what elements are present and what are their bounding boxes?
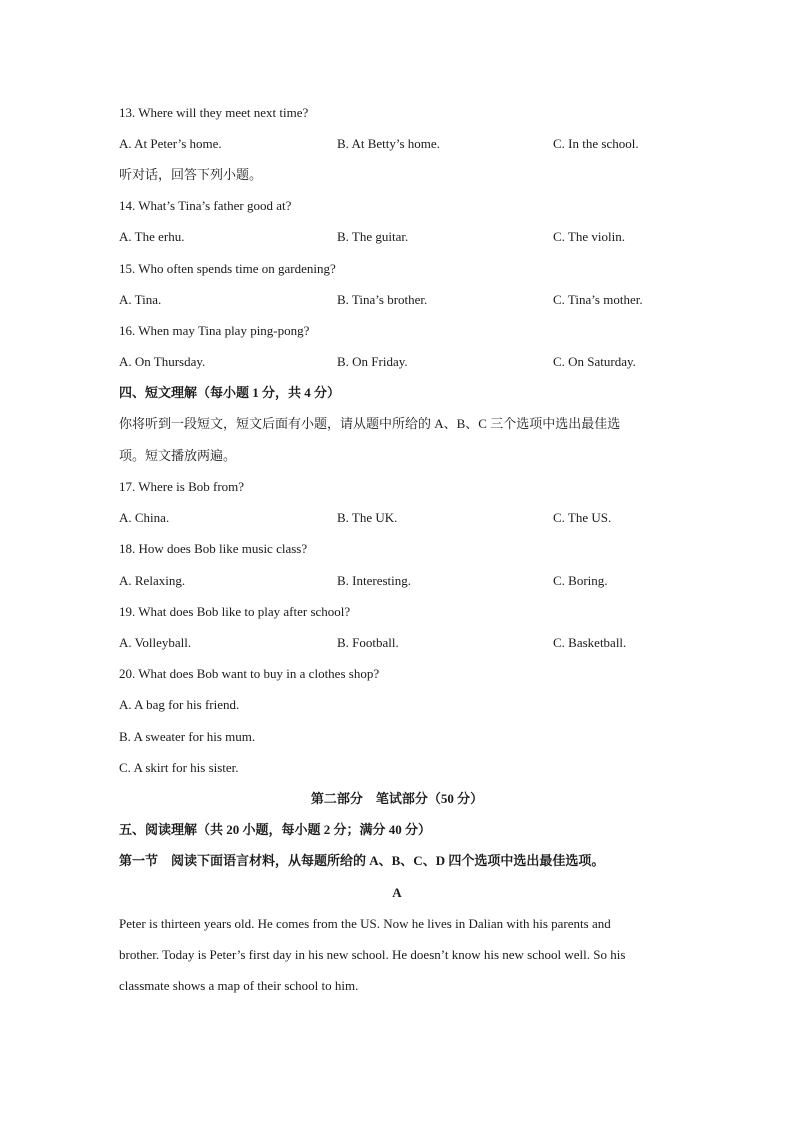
option-20-a: A. A bag for his friend. — [119, 697, 240, 712]
options-16 — [119, 354, 679, 370]
options-17 — [119, 510, 679, 526]
question-17: 17. Where is Bob from? — [119, 479, 245, 494]
question-20: 20. What does Bob want to buy in a clothes shop? — [119, 666, 380, 681]
option-14-a: A. The erhu. — [119, 229, 185, 244]
options-14 — [119, 229, 679, 245]
section-4-instruction-line-2: 项。短文播放两遍。 — [119, 448, 237, 463]
option-20-c: C. A skirt for his sister. — [119, 760, 239, 775]
question-16: 16. When may Tina play ping-pong? — [119, 323, 310, 338]
option-15-a: A. Tina. — [119, 292, 162, 307]
option-15-c: C. Tina’s mother. — [553, 292, 643, 307]
question-14: 14. What’s Tina’s father good at? — [119, 198, 292, 213]
option-14-c: C. The violin. — [553, 229, 625, 244]
option-13-b: B. At Betty’s home. — [337, 136, 440, 151]
option-17-a: A. China. — [119, 510, 170, 525]
passage-line-1: Peter is thirteen years old. He comes from the US. Now he lives in Dalian with his parents and — [119, 916, 611, 931]
option-19-c: C. Basketball. — [553, 635, 627, 650]
options-15 — [119, 292, 679, 308]
passage-line-2: brother. Today is Peter’s first day in his new school. He doesn’t know his new school well. So his — [119, 947, 626, 962]
passage-line-3: classmate shows a map of their school to him. — [119, 978, 359, 993]
passage-label: A — [392, 885, 402, 900]
option-16-a: A. On Thursday. — [119, 354, 206, 369]
option-20-b: B. A sweater for his mum. — [119, 729, 256, 744]
part-2-title: 第二部分 笔试部分（50 分） — [310, 791, 484, 806]
option-13-c: C. In the school. — [553, 136, 639, 151]
listen-instruction: 听对话，回答下列小题。 — [119, 167, 263, 182]
question-15: 15. Who often spends time on gardening? — [119, 261, 336, 276]
options-19 — [119, 635, 679, 651]
section-5-heading: 五、阅读理解（共 20 小题，每小题 2 分；满分 40 分） — [119, 822, 432, 837]
option-13-a: A. At Peter’s home. — [119, 136, 222, 151]
options-13 — [119, 136, 679, 152]
option-14-b: B. The guitar. — [337, 229, 409, 244]
option-16-b: B. On Friday. — [337, 354, 408, 369]
option-16-c: C. On Saturday. — [553, 354, 636, 369]
option-18-c: C. Boring. — [553, 573, 608, 588]
option-18-b: B. Interesting. — [337, 573, 412, 588]
option-19-b: B. Football. — [337, 635, 399, 650]
option-17-c: C. The US. — [553, 510, 612, 525]
option-19-a: A. Volleyball. — [119, 635, 192, 650]
option-15-b: B. Tina’s brother. — [337, 292, 428, 307]
option-18-a: A. Relaxing. — [119, 573, 186, 588]
question-13: 13. Where will they meet next time? — [119, 105, 309, 120]
section-1-instruction: 第一节 阅读下面语言材料，从每题所给的 A、B、C、D 四个选项中选出最佳选项。 — [119, 853, 605, 868]
section-4-heading: 四、短文理解（每小题 1 分，共 4 分） — [119, 385, 341, 400]
section-4-instruction-line-1: 你将听到一段短文，短文后面有小题，请从题中所给的 A、B、C 三个选项中选出最佳选 — [119, 416, 621, 431]
question-19: 19. What does Bob like to play after school? — [119, 604, 351, 619]
options-18 — [119, 573, 679, 589]
question-18: 18. How does Bob like music class? — [119, 541, 308, 556]
option-17-b: B. The UK. — [337, 510, 398, 525]
